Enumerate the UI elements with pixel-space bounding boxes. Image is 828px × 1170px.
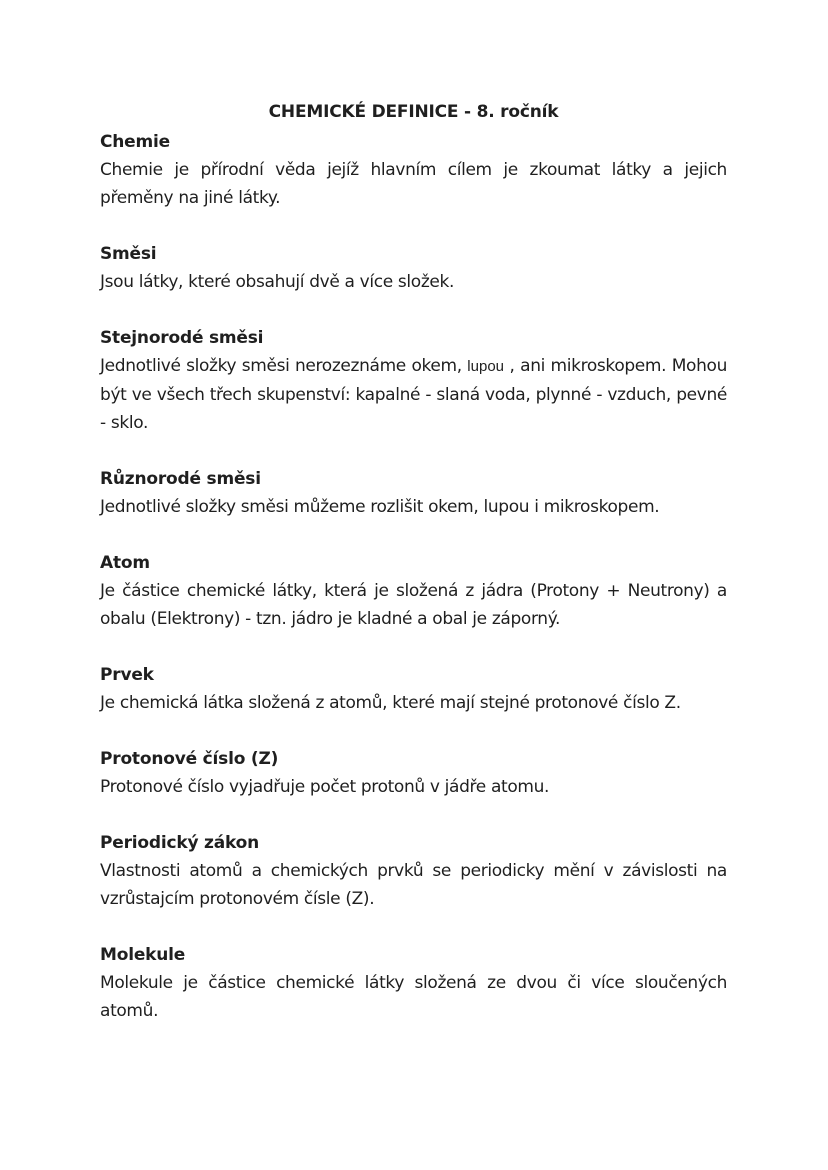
definition-heading: Různorodé směsi (100, 469, 261, 489)
definition-heading: Chemie (100, 132, 170, 152)
definition-text: Chemie je přírodní věda jejíž hlavním cílem je zkoumat látky a jejich přeměny na jiné látky. (100, 160, 727, 208)
document-title: CHEMICKÉ DEFINICE - 8. ročník (268, 102, 559, 122)
definition-text-part: , ani mikroskopem. Mohou být ve všech třech skupenství: kapalné - slaná voda, plynné - vzduch, pevné - sklo. (100, 356, 727, 433)
definition-text-part: Jednotlivé složky směsi nerozeznáme okem, (100, 356, 468, 376)
definition-stejnorode-smesi (100, 324, 727, 437)
definition-text: Protonové číslo vyjadřuje počet protonů v jádře atomu. (100, 777, 550, 797)
definition-heading: Stejnorodé směsi (100, 328, 264, 348)
definition-ruznorode-smesi (100, 465, 727, 521)
definition-heading: Atom (100, 553, 150, 573)
definition-text: Molekule je částice chemické látky složená ze dvou či více sloučených atomů. (100, 973, 727, 1021)
definition-heading: Protonové číslo (Z) (100, 749, 279, 769)
definition-protonove-cislo (100, 745, 727, 801)
definition-periodicky-zakon (100, 829, 727, 913)
definition-heading: Prvek (100, 665, 154, 685)
definition-text: Je chemická látka složená z atomů, které mají stejné protonové číslo Z. (100, 693, 681, 713)
definition-heading: Periodický zákon (100, 833, 260, 853)
definition-atom (100, 549, 727, 633)
definition-heading: Směsi (100, 244, 157, 264)
definition-heading: Molekule (100, 945, 186, 965)
document-page (100, 98, 727, 1053)
inline-word-lupou: lupou (467, 358, 504, 375)
definition-text: Vlastnosti atomů a chemických prvků se periodicky mění v závislosti na vzrůstajcím protonovém čísle (Z). (100, 861, 727, 909)
definition-text: Jsou látky, které obsahují dvě a více složek. (100, 272, 455, 292)
definition-prvek (100, 661, 727, 717)
definition-text (100, 352, 727, 437)
definition-molekule (100, 941, 727, 1025)
definition-chemie (100, 128, 727, 212)
definition-text: Je částice chemické látky, která je složená z jádra (Protony + Neutrony) a obalu (Elektrony) - tzn. jádro je kladné a obal je záporný. (100, 581, 727, 629)
definition-text: Jednotlivé složky směsi můžeme rozlišit okem, lupou i mikroskopem. (100, 497, 660, 517)
definition-smesi (100, 240, 727, 296)
